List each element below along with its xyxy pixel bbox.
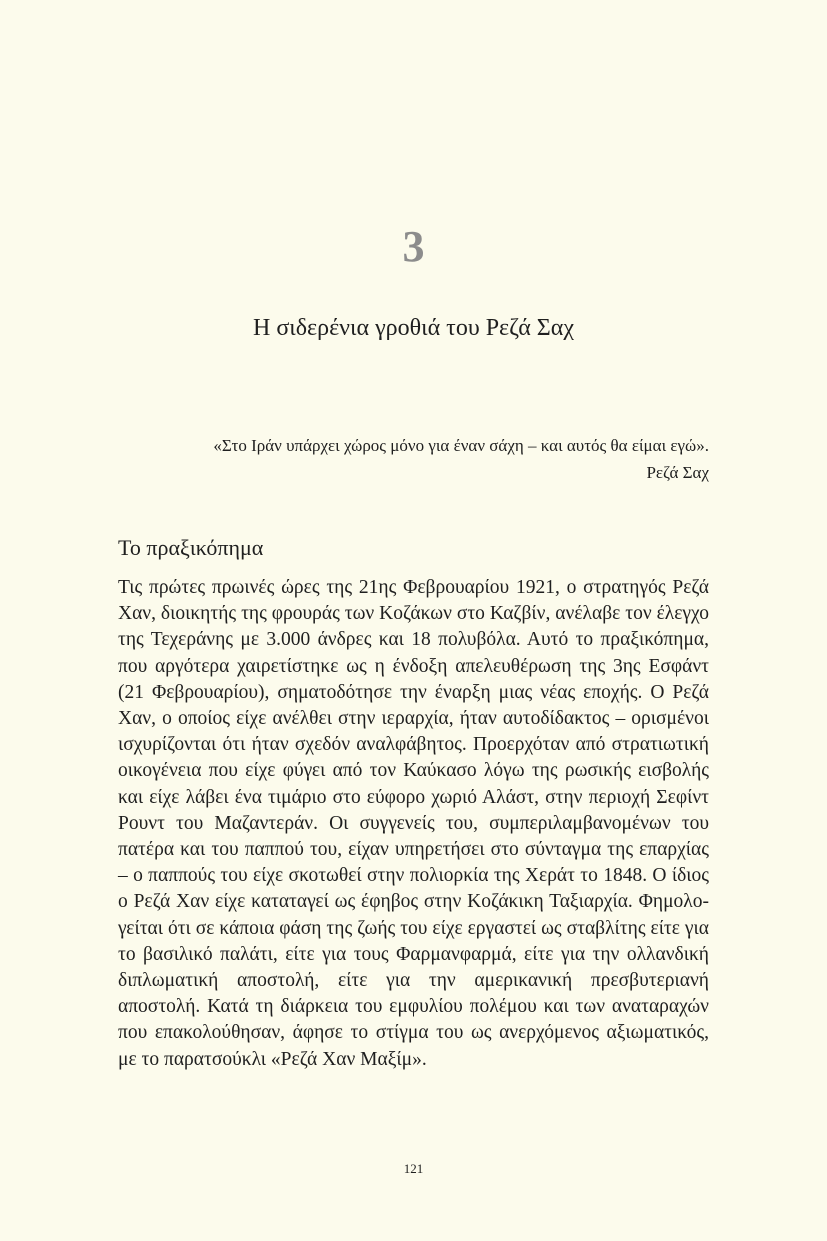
- chapter-number: 3: [402, 222, 425, 271]
- chapter-title: Η σιδερένια γροθιά του Ρεζά Σαχ: [253, 315, 574, 341]
- body-paragraph: Τις πρώτες πρωινές ώρες της 21ης Φεβρουαρίου 1921, ο στρατηγός Ρεζά Χαν, διοικητής της φρουράς των Κοζάκων στο Καζβίν, ανέλαβε τον έλεγχο της Τεχεράνης με 3.000 άνδρες και 18 πολυβόλα. Αυτό το πραξικόπημα, που αργότερα χαιρετίστηκε ως η ένδοξη απελευθέρωση της 3ης Εσφάντ (21 Φεβρουαρίου), σηματοδότησε την έναρξη μιας νέας εποχής. Ο Ρεζά Χαν, ο οποίος είχε ανέλθει στην ιεραρχία, ήταν αυτοδίδακτος – ορισμένοι ισχυρίζονται ότι ήταν σχεδόν αναλφάβητος. Προερχόταν από στρατιωτική οικογένεια που είχε φύγει από τον Καύκασο λόγω της ρωσικής εισβολής και είχε λάβει ένα τιμάριο στο εύφορο χωριό Αλάστ, στην περιοχή Σεφίντ Ρουντ του Μαζαντεράν. Οι συγγενείς του, συμπεριλαμβανομένων του πατέρα και του παππού του, είχαν υπηρετήσει στο σύνταγμα της επαρχίας – ο παππούς του είχε σκοτωθεί στην πολιορκία της Χεράτ το 1848. Ο ίδιος ο Ρεζά Χαν είχε καταταγεί ως έφηβος στην Κοζάκικη Ταξιαρχία. Φημολογείται ότι σε κάποια φάση της ζωής του είχε εργαστεί ως σταβλίτης είτε για το βασιλικό παλάτι, είτε για τους Φαρμανφαρμά, είτε για την ολλανδική διπλωματική αποστολή, είτε για την αμερικανική πρεσβυτεριανή αποστολή. Κατά τη διάρκεια του εμφυλίου πολέμου και των αναταραχών που επακολούθησαν, άφησε το στίγμα του ως ανερχόμενος αξιωματικός, με το παρατσούκλι «Ρεζά Χαν Μαξίμ».: [118, 577, 709, 1070]
- epigraph-quote: «Στο Ιράν υπάρχει χώρος μόνο για έναν σάχη – και αυτός θα είμαι εγώ».: [213, 436, 709, 455]
- epigraph: [118, 432, 709, 486]
- epigraph-author: Ρεζά Σαχ: [646, 463, 709, 482]
- page-number: 121: [403, 1161, 424, 1176]
- section-heading: Το πραξικόπημα: [118, 535, 264, 560]
